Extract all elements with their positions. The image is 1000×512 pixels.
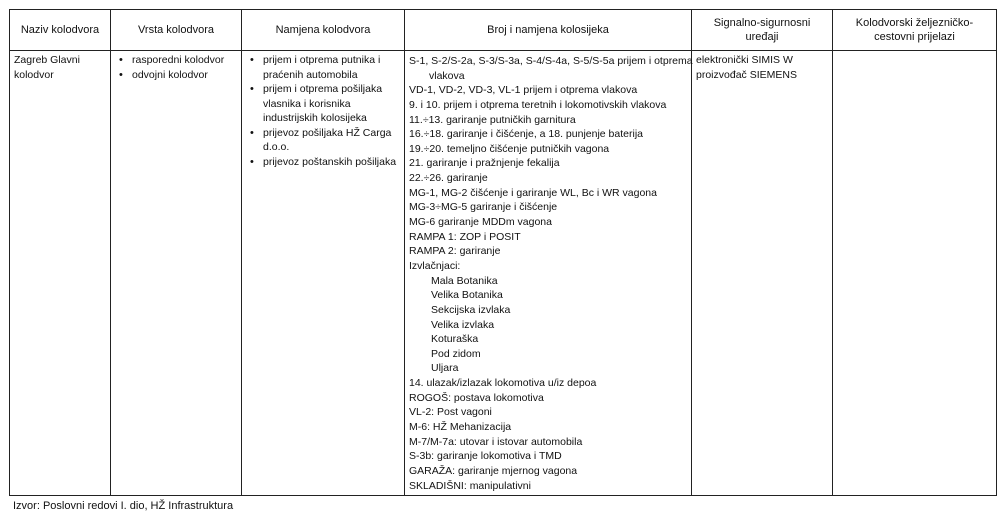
list-item: • prijevoz pošiljaka HŽ Carga d.o.o.	[246, 126, 401, 155]
list-item: • odvojni kolodvor	[115, 68, 238, 83]
track-line: 22.÷26. gariranje	[409, 172, 488, 185]
pull-track: Pod zidom	[431, 347, 481, 360]
signal-devices-cell	[692, 51, 833, 496]
list-item: • prijem i otprema putnika i praćenih automobila	[246, 53, 401, 82]
list-item: • prijem i otprema pošiljaka vlasnika i korisnika industrijskih kolosijeka	[246, 82, 401, 126]
list-item: • rasporedni kolodvor	[115, 53, 238, 68]
track-line: RAMPA 1: ZOP i POSIT	[409, 230, 521, 243]
track-line: VL-2: Post vagoni	[409, 406, 492, 419]
list-item: • prijevoz poštanskih pošiljaka	[246, 155, 401, 170]
track-line: GARAŽA: gariranje mjernog vagona	[409, 464, 578, 477]
track-line: 11.÷13. gariranje putničkih garnitura	[409, 113, 576, 126]
pull-track: Sekcijska izvlaka	[431, 303, 511, 316]
stations-table	[9, 9, 997, 496]
station-name: Zagreb Glavni kolodvor	[14, 54, 80, 81]
track-line: S-3b: gariranje lokomotiva i TMD	[409, 450, 562, 463]
track-line: S-1, S-2/S-2a, S-3/S-3a, S-4/S-4a, S-5/S-5a prijem i otprema	[409, 55, 693, 67]
track-line: 19.÷20. temeljno čišćenje putničkih vagona	[409, 142, 610, 155]
station-name-cell	[10, 51, 111, 496]
header-tracks: Broj i namjena kolosijeka	[405, 10, 692, 51]
header-station-type: Vrsta kolodvora	[111, 10, 242, 51]
pull-track: Mala Botanika	[431, 274, 498, 287]
track-line: MG-3÷MG-5 gariranje i čišćenje	[409, 201, 558, 214]
header-signal-devices: Signalno-sigurnosni uređaji	[692, 10, 833, 51]
pull-track: Koturaška	[431, 333, 479, 346]
track-line: RAMPA 2: gariranje	[409, 245, 501, 258]
track-line: SKLADIŠNI: manipulativni	[409, 479, 531, 492]
level-crossings-cell	[833, 51, 997, 496]
track-line: Izvlačnjaci:	[409, 259, 461, 272]
track-line: VD-1, VD-2, VD-3, VL-1 prijem i otprema vlakova	[409, 84, 638, 97]
station-type-cell	[111, 51, 242, 496]
station-purpose-list	[246, 53, 401, 169]
track-line-continuation: vlakova	[429, 69, 465, 82]
station-purpose-cell	[242, 51, 405, 496]
header-level-crossings: Kolodvorski željezničko-cestovni prijelazi	[833, 10, 997, 51]
signal-devices: elektronički SIMIS W proizvođač SIEMENS	[696, 54, 797, 81]
pull-track: Uljara	[431, 362, 459, 375]
track-line: 14. ulazak/izlazak lokomotiva u/iz depoa	[409, 377, 597, 390]
track-line: ROGOŠ: postava lokomotiva	[409, 391, 544, 404]
pull-track: Velika izvlaka	[431, 318, 495, 331]
track-line: 9. i 10. prijem i otprema teretnih i lokomotivskih vlakova	[409, 98, 667, 111]
level-crossings	[833, 51, 996, 53]
track-line: 21. gariranje i pražnjenje fekalija	[409, 157, 560, 170]
header-station-purpose: Namjena kolodvora	[242, 10, 405, 51]
tracks-cell	[405, 51, 692, 496]
track-line: M-7/M-7a: utovar i istovar automobila	[409, 435, 583, 448]
track-line: 16.÷18. gariranje i čišćenje, a 18. punjenje baterija	[409, 128, 643, 141]
station-type-list	[115, 53, 238, 82]
track-line: MG-6 gariranje MDDm vagona	[409, 216, 552, 229]
track-line: MG-1, MG-2 čišćenje i gariranje WL, Bc i WR vagona	[409, 186, 657, 199]
source-note: Izvor: Poslovni redovi I. dio, HŽ Infrastruktura	[13, 500, 234, 512]
header-row	[10, 10, 997, 51]
header-station-name: Naziv kolodvora	[10, 10, 111, 51]
pull-track: Velika Botanika	[431, 289, 503, 302]
table-row	[10, 51, 997, 496]
track-line: M-6: HŽ Mehanizacija	[409, 421, 512, 434]
